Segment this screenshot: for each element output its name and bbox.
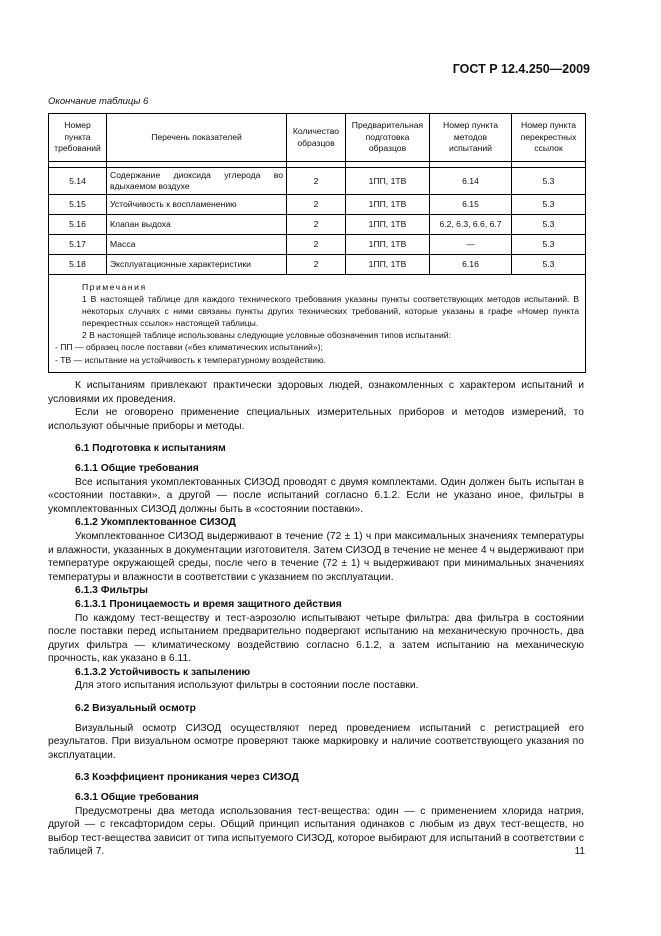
section-heading: 6.2 Визуальный осмотр [75, 703, 196, 715]
table-row [49, 255, 586, 275]
col-header: Номер пункта методов испытаний [430, 114, 512, 162]
cell: 1ПП, 1ТВ [346, 168, 430, 195]
paragraph: Визуальный осмотр СИЗОД осуществляют перед проведением испытаний с регистрацией его результатов. При визуальном осмотре проверяют также маркировку и наличие соответствующего указания по эксплуатации. [48, 722, 584, 761]
cell: 2 [287, 195, 346, 215]
table-row [49, 195, 586, 215]
col-header: Перечень показателей [107, 114, 287, 162]
cell: 5.3 [512, 195, 586, 215]
cell: 5.3 [512, 235, 586, 255]
paragraph: Укомплектованное СИЗОД выдерживают в течение (72 ± 1) ч при максимальных значениях температуры и влажности, указанных в документации изготовителя. Затем СИЗОД в течение не менее 4 ч выдерживают при температуре окружающей среды, после чего в течение (72 ± 1) ч выдерживают при минимальных значениях температуры и влажности в соответствии с указанием по эксплуатации. [48, 530, 584, 583]
cell: 6.2, 6.3, 6.6, 6.7 [430, 215, 512, 235]
cell: 6.16 [430, 255, 512, 275]
notes-title: Примечания [82, 282, 147, 292]
cell: 5.17 [49, 235, 107, 255]
paragraph: Предусмотрены два метода использования тест-вещества: один — с применением хлорида натрия, другой — с гексафторидом серы. Общий принцип испытания одинаков с любым из двух тест-веществ, но выбор тест-вещества зависит от типа испытуемого СИЗОД, которое выбирают для испытаний в соответствии с таблицей 7. [48, 805, 584, 858]
body-text [48, 379, 584, 859]
paragraph: По каждому тест-веществу и тест-аэрозолю испытывают четыре фильтра: два фильтра в состоянии после поставки перед испытанием предварительно подвергают испытанию на механическую прочность, два других фильтра — климатическому воздействию согласно 6.1.2, а затем испытанию на механическую прочность, как указано в 6.11. [48, 612, 584, 665]
section-heading: 6.1.2 Укомплектованное СИЗОД [75, 517, 236, 529]
col-header: Предварительная подготовка образцов [346, 114, 430, 162]
cell: 5.15 [49, 195, 107, 215]
section-heading: 6.1.3.2 Устойчивость к запылению [75, 666, 251, 678]
cell: 1ПП, 1ТВ [346, 195, 430, 215]
requirements-table [48, 113, 586, 373]
table-header-row [49, 114, 586, 162]
cell: Эксплуатационные характеристики [107, 255, 287, 275]
section-heading: 6.1 Подготовка к испытаниям [75, 443, 226, 455]
cell: Содержание диоксида углерода во вдыхаемом воздухе [107, 168, 287, 195]
paragraph: Все испытания укомплектованных СИЗОД проводят с двумя комплектами. Один должен быть испытан в «состоянии поставки», а другой — после испытаний согласно 6.1.2. Если не указано иное, фильтры в укомплектованных СИЗОД должны быть в «состоянии поставки». [48, 476, 584, 515]
table-row [49, 215, 586, 235]
cell: 1ПП, 1ТВ [346, 235, 430, 255]
note-2a: - ПП — образец после поставки («без климатических испытаний»); [55, 342, 323, 353]
cell: 2 [287, 168, 346, 195]
cell: — [430, 235, 512, 255]
section-heading: 6.1.3 Фильтры [75, 585, 148, 597]
table-row [49, 235, 586, 255]
note-2b: - ТВ — испытание на устойчивость к температурному воздействию. [55, 354, 326, 365]
note-2: 2 В настоящей таблице использованы следующие условные обозначения типов испытаний: [82, 330, 451, 341]
section-heading: 6.1.1 Общие требования [75, 462, 199, 474]
section-heading: 6.1.3.1 Проницаемость и время защитного действия [75, 598, 342, 610]
note-1: 1 В настоящей таблице для каждого технического требования указаны пункты соответствующих методов испытаний. В некоторых случаях с ними связаны пункты других технических требований, которые указаны в графе «Номер пункта перекрестных ссылок» настоящей таблицы. [82, 294, 579, 329]
col-header: Номер пункта требований [49, 114, 107, 162]
page-number: 11 [574, 846, 585, 857]
cell: Устойчивость к воспламенению [107, 195, 287, 215]
cell: 2 [287, 215, 346, 235]
paragraph: К испытаниям привлекают практически здоровых людей, ознакомленных с характером испытаний и условиями их проведения. [48, 380, 584, 405]
cell: 2 [287, 235, 346, 255]
cell: 6.14 [430, 168, 512, 195]
table-caption: Окончание таблицы 6 [48, 96, 149, 107]
cell: 5.3 [512, 168, 586, 195]
paragraph: Если не оговорено применение специальных измерительных приборов и методов измерений, то используют обычные приборы и методы. [48, 407, 584, 432]
table-notes [49, 275, 586, 373]
col-header: Номер пункта перекрестных ссылок [512, 114, 586, 162]
cell: 5.14 [49, 168, 107, 195]
paragraph: Для этого испытания используют фильтры в состоянии после поставки. [75, 680, 419, 692]
cell: 1ПП, 1ТВ [346, 255, 430, 275]
standard-designation: ГОСТ Р 12.4.250—2009 [452, 62, 590, 76]
cell: 5.3 [512, 255, 586, 275]
cell: 2 [287, 255, 346, 275]
section-heading: 6.3.1 Общие требования [75, 792, 199, 804]
cell: 1ПП, 1ТВ [346, 215, 430, 235]
cell: Масса [107, 235, 287, 255]
cell: 6.15 [430, 195, 512, 215]
cell: 5.16 [49, 215, 107, 235]
section-heading: 6.3 Коэффициент проникания через СИЗОД [75, 772, 299, 784]
cell: 5.3 [512, 215, 586, 235]
col-header: Количество образцов [287, 114, 346, 162]
cell: Клапан выдоха [107, 215, 287, 235]
table-row [49, 168, 586, 195]
cell: 5.18 [49, 255, 107, 275]
table-notes-row [49, 275, 586, 373]
